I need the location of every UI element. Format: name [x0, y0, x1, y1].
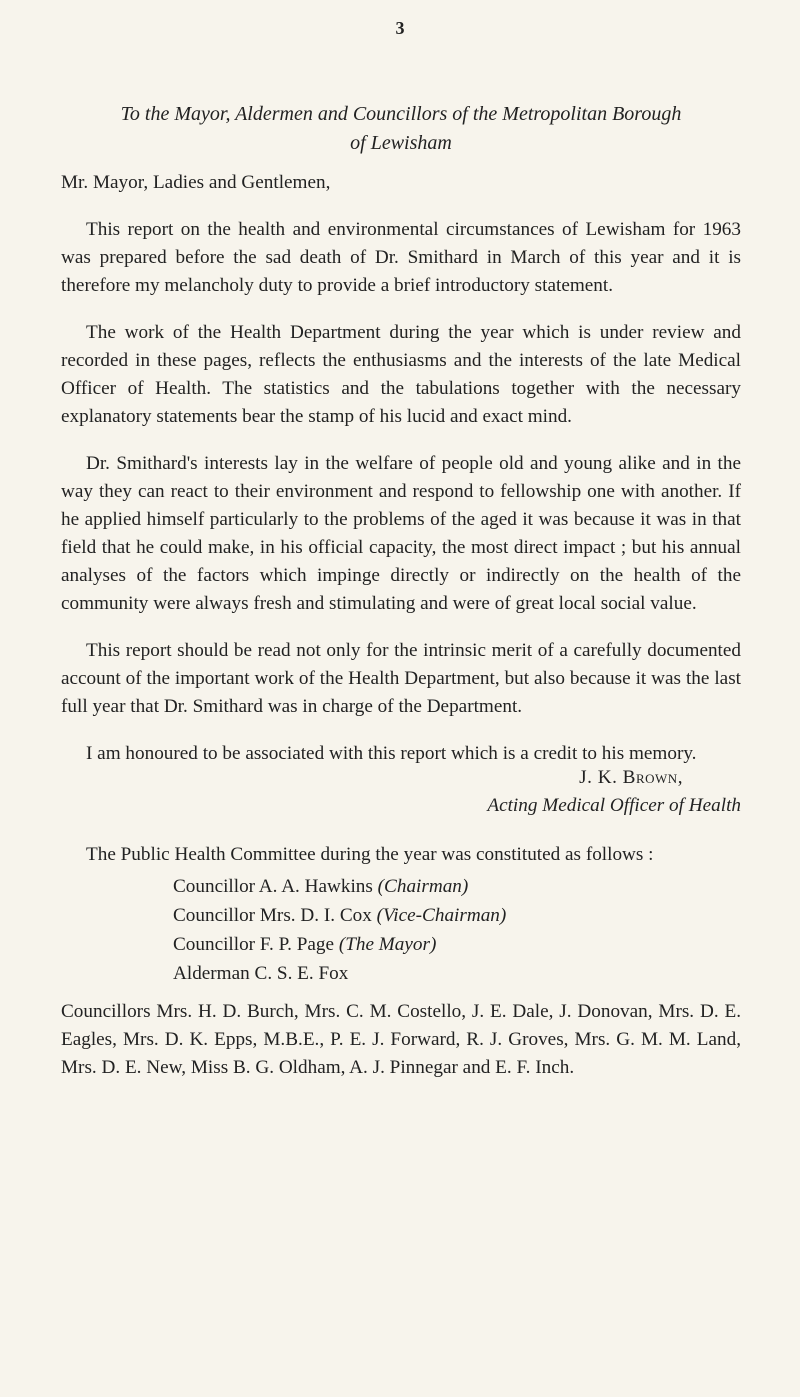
member-item	[173, 872, 741, 901]
member-item	[173, 959, 741, 988]
address-line-1: To the Mayor, Aldermen and Councillors of the Metropolitan Borough	[120, 103, 682, 125]
signature-name: J. K. Brown,	[579, 767, 683, 788]
paragraph-2: The work of the Health Department during the year which is under review and recorded in these pages, reflects the enthusiasms and the interests of the late Medical Officer of Health. The statistics and the tabulations together with the necessary explanatory statements bear the stamp of his lucid and exact mind.	[61, 322, 741, 427]
committee-members-list	[61, 872, 741, 988]
committee-intro: The Public Health Committee during the year was constituted as follows :	[86, 844, 654, 865]
signature-title: Acting Medical Officer of Health	[487, 795, 741, 816]
member-role: (The Mayor)	[338, 934, 437, 955]
paragraph-4: This report should be read not only for the intrinsic merit of a carefully documented account of the important work of the Health Department, but also because it was the last full year that Dr. Smithard was in charge of the Department.	[61, 640, 741, 717]
member-role: (Chairman)	[377, 876, 469, 897]
page-number: 3	[395, 18, 405, 38]
address-heading	[61, 100, 741, 158]
councillors-paragraph: Councillors Mrs. H. D. Burch, Mrs. C. M. Costello, J. E. Dale, J. Donovan, Mrs. D. E. Eagles, Mrs. D. K. Epps, M.B.E., P. E. J. Forward, R. J. Groves, Mrs. G. M. M. Land, Mrs. D. E. New, Miss B. G. Oldham, A. J. Pinnegar and E. F. Inch.	[61, 1001, 741, 1078]
letter-body	[61, 100, 741, 1082]
member-name: Councillor Mrs. D. I. Cox	[173, 905, 372, 926]
address-line-2: of Lewisham	[350, 132, 452, 154]
greeting: Mr. Mayor, Ladies and Gentlemen,	[61, 172, 331, 193]
member-role: (Vice-Chairman)	[376, 905, 507, 926]
member-item	[173, 930, 741, 959]
paragraph-1: This report on the health and environmental circumstances of Lewisham for 1963 was prepared before the sad death of Dr. Smithard in March of this year and it is therefore my melancholy duty to provide a brief introductory statement.	[61, 219, 741, 296]
member-name: Councillor F. P. Page	[173, 934, 335, 955]
member-item	[173, 901, 741, 930]
paragraph-3: Dr. Smithard's interests lay in the welfare of people old and young alike and in the way they can react to their environment and respond to fellowship one with another. If he applied himself particularly to the problems of the aged it was because it was in that field that he could make, in his official capacity, the most direct impact ; but his annual analyses of the factors which impinge directly or indirectly on the health of the community were always fresh and stimulating and were of great local social value.	[61, 453, 741, 614]
paragraph-5: I am honoured to be associated with this report which is a credit to his memory.	[86, 743, 697, 764]
member-name: Alderman C. S. E. Fox	[173, 963, 349, 984]
signature-block	[61, 764, 741, 820]
member-name: Councillor A. A. Hawkins	[173, 876, 373, 897]
